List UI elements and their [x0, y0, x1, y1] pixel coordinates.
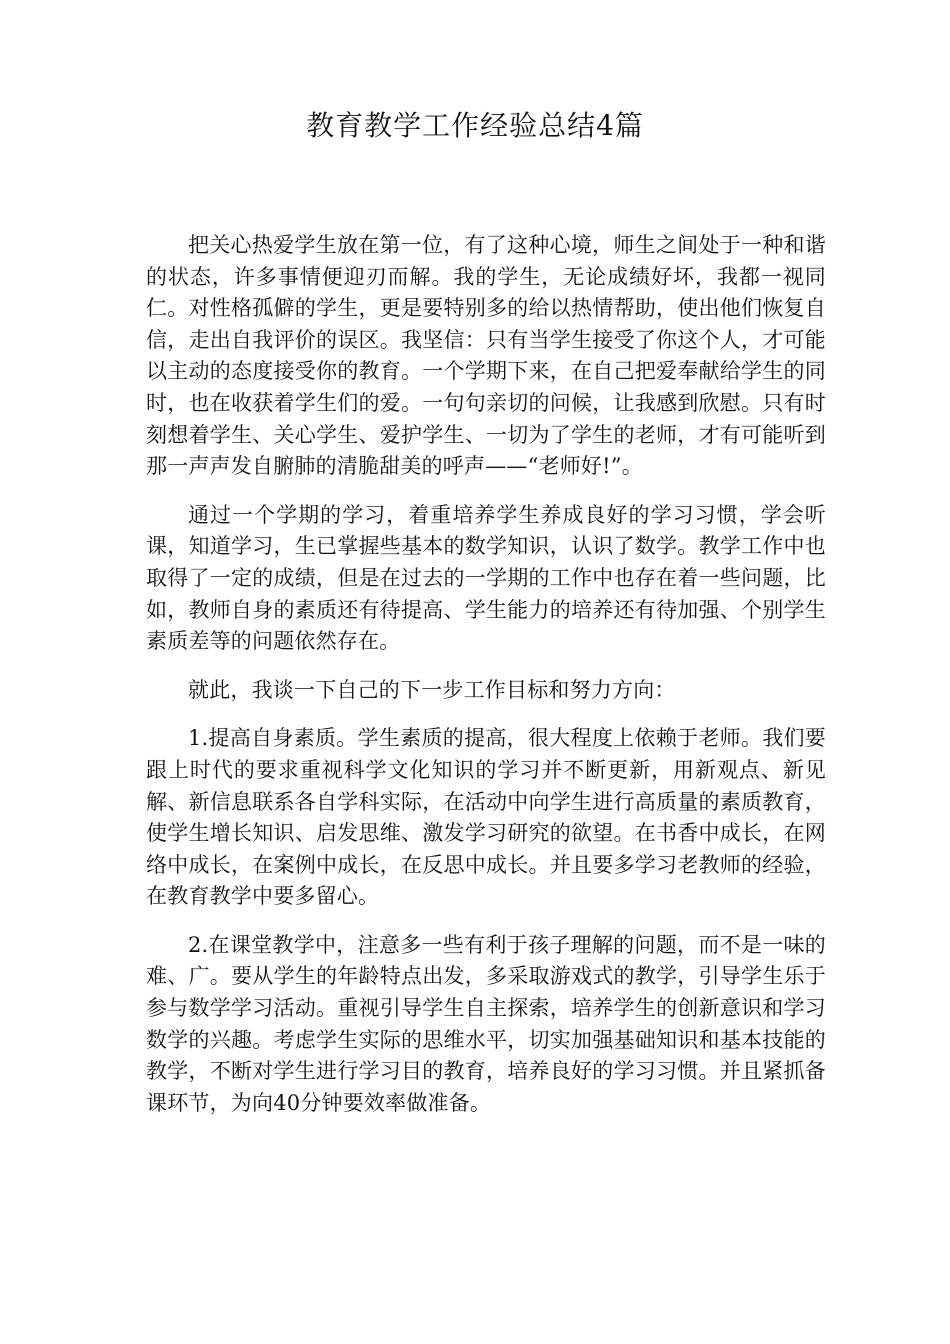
document-title: 教育教学工作经验总结4篇 [306, 109, 644, 142]
document-body [146, 230, 826, 1136]
paragraph-5: 2.在课堂教学中，注意多一些有利于孩子理解的问题，而不是一味的难、广。要从学生的年龄特点出发，多采取游戏式的教学，引导学生乐于参与数学学习活动。重视引导学生自主探索，培养学生的创新意识和学习数学的兴趣。考虑学生实际的思维水平，切实加强基础知识和基本技能的教学，不断对学生进行学习目的教育，培养良好的学习习惯。并且紧抓备课环节，为向40分钟要效率做准备。 [146, 932, 826, 1115]
paragraph-4: 1.提高自身素质。学生素质的提高，很大程度上依赖于老师。我们要跟上时代的要求重视科学文化知识的学习并不断更新，用新观点、新见解、新信息联系各自学科实际，在活动中向学生进行高质量的素质教育，使学生增长知识、启发思维、激发学习研究的欲望。在书香中成长，在网络中成长，在案例中成长，在反思中成长。并且要多学习老教师的经验，在教育教学中要多留心。 [146, 726, 826, 909]
paragraph-2: 通过一个学期的学习，着重培养学生养成良好的学习习惯，学会听课，知道学习，生已掌握些基本的数学知识，认识了数学。教学工作中也取得了一定的成绩，但是在过去的一学期的工作中也存在着一些问题，比如，教师自身的素质还有待提高、学生能力的培养还有待加强、个别学生素质差等的问题依然存在。 [146, 502, 826, 654]
paragraph-1: 把关心热爱学生放在第一位，有了这种心境，师生之间处于一种和谐的状态，许多事情便迎刃而解。我的学生，无论成绩好坏，我都一视同仁。对性格孤僻的学生，更是要特别多的给以热情帮助，使出他们恢复自信，走出自我评价的误区。我坚信：只有当学生接受了你这个人，才可能以主动的态度接受你的教育。一个学期下来，在自己把爱奉献给学生的同时，也在收获着学生们的爱。一句句亲切的问候，让我感到欣慰。只有时刻想着学生、关心学生、爱护学生、一切为了学生的老师，才有可能听到那一声声发自腑肺的清脆甜美的呼声——“老师好!”。 [146, 233, 826, 479]
paragraph-3: 就此，我谈一下自己的下一步工作目标和努力方向： [188, 677, 676, 702]
